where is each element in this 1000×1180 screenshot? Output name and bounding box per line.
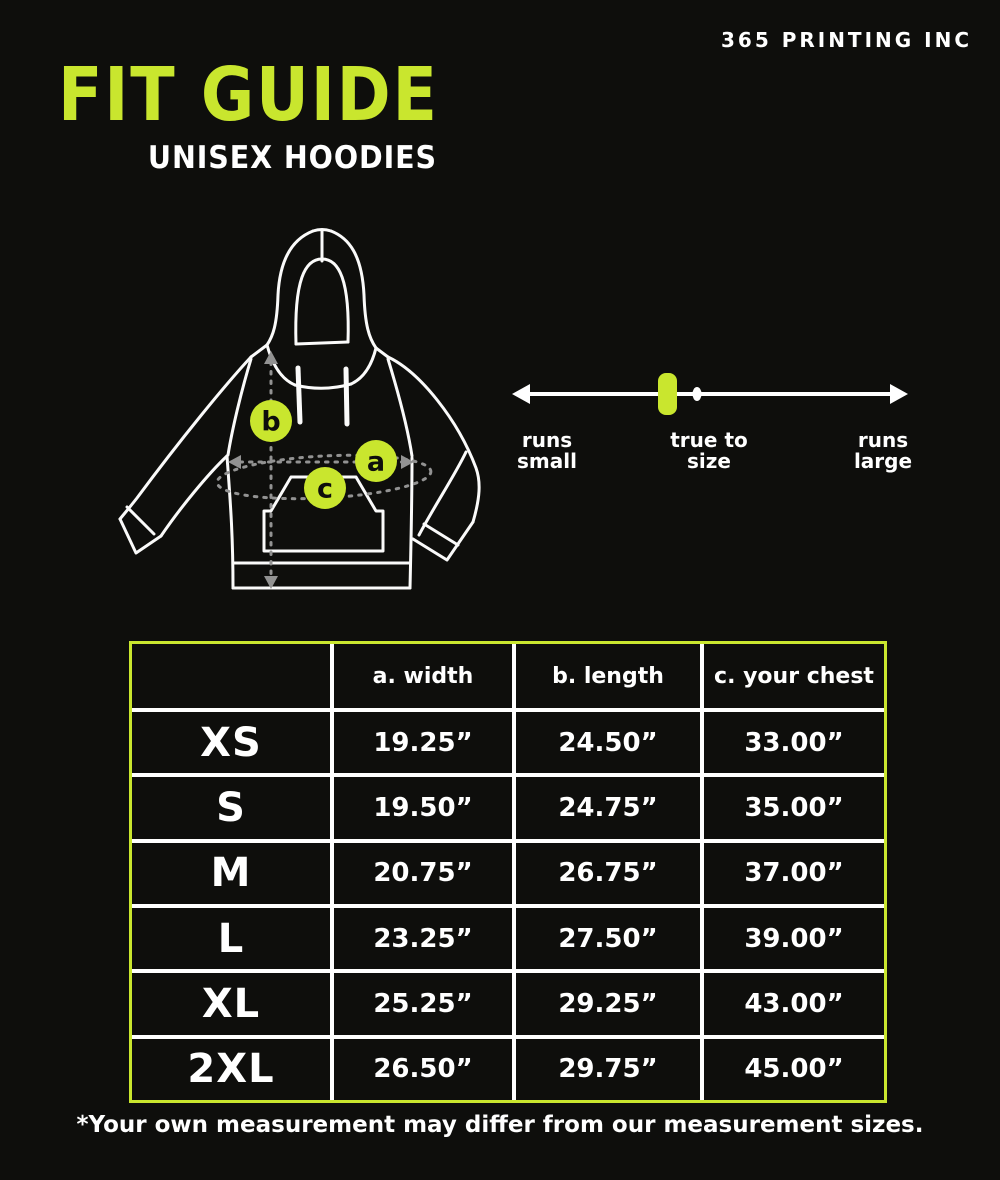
width-value: 19.50” [334, 777, 512, 838]
width-value: 20.75” [334, 843, 512, 904]
size-label: XS [132, 712, 330, 773]
chest-value: 43.00” [704, 973, 884, 1034]
size-label: XL [132, 973, 330, 1034]
scale-left-arrow [512, 384, 530, 404]
chest-value: 37.00” [704, 843, 884, 904]
col-header-length: b. length [516, 644, 700, 708]
length-value: 24.75” [516, 777, 700, 838]
scale-label-runs-large: runs large [853, 428, 913, 473]
col-header-empty [132, 644, 330, 708]
width-value: 23.25” [334, 908, 512, 969]
chest-value: 33.00” [704, 712, 884, 773]
size-table [129, 641, 887, 1103]
width-value: 19.25” [334, 712, 512, 773]
hoodie-diagram [100, 225, 500, 605]
marker-a [355, 440, 397, 482]
scale-center-dot [693, 387, 702, 401]
scale-label-true-to-size: true to size [670, 428, 748, 473]
scale-marker [658, 373, 677, 415]
marker-a-label: a [366, 446, 386, 478]
brand-name: 365 PRINTING INC [720, 28, 972, 52]
width-value: 26.50” [334, 1039, 512, 1100]
hoodie-outline [120, 230, 479, 589]
size-label: S [132, 777, 330, 838]
chest-value: 35.00” [704, 777, 884, 838]
col-header-chest: c. your chest [704, 644, 884, 708]
length-value: 26.75” [516, 843, 700, 904]
marker-b [250, 400, 292, 442]
chest-value: 45.00” [704, 1039, 884, 1100]
size-label: 2XL [132, 1039, 330, 1100]
scale-right-arrow [890, 384, 908, 404]
size-label: L [132, 908, 330, 969]
size-label: M [132, 843, 330, 904]
chest-value: 39.00” [704, 908, 884, 969]
length-value: 24.50” [516, 712, 700, 773]
measurement-disclaimer: *Your own measurement may differ from our measurement sizes. [76, 1112, 924, 1138]
page-title: FIT GUIDE [58, 52, 439, 138]
scale-label-runs-small: runs small [517, 428, 577, 473]
col-header-width: a. width [334, 644, 512, 708]
length-value: 27.50” [516, 908, 700, 969]
fit-scale [505, 360, 915, 430]
marker-c-label: c [316, 473, 334, 505]
marker-b-label: b [261, 406, 281, 438]
marker-c [304, 467, 346, 509]
length-value: 29.25” [516, 973, 700, 1034]
length-value: 29.75” [516, 1039, 700, 1100]
page-subtitle: UNISEX HOODIES [147, 140, 437, 176]
width-value: 25.25” [334, 973, 512, 1034]
